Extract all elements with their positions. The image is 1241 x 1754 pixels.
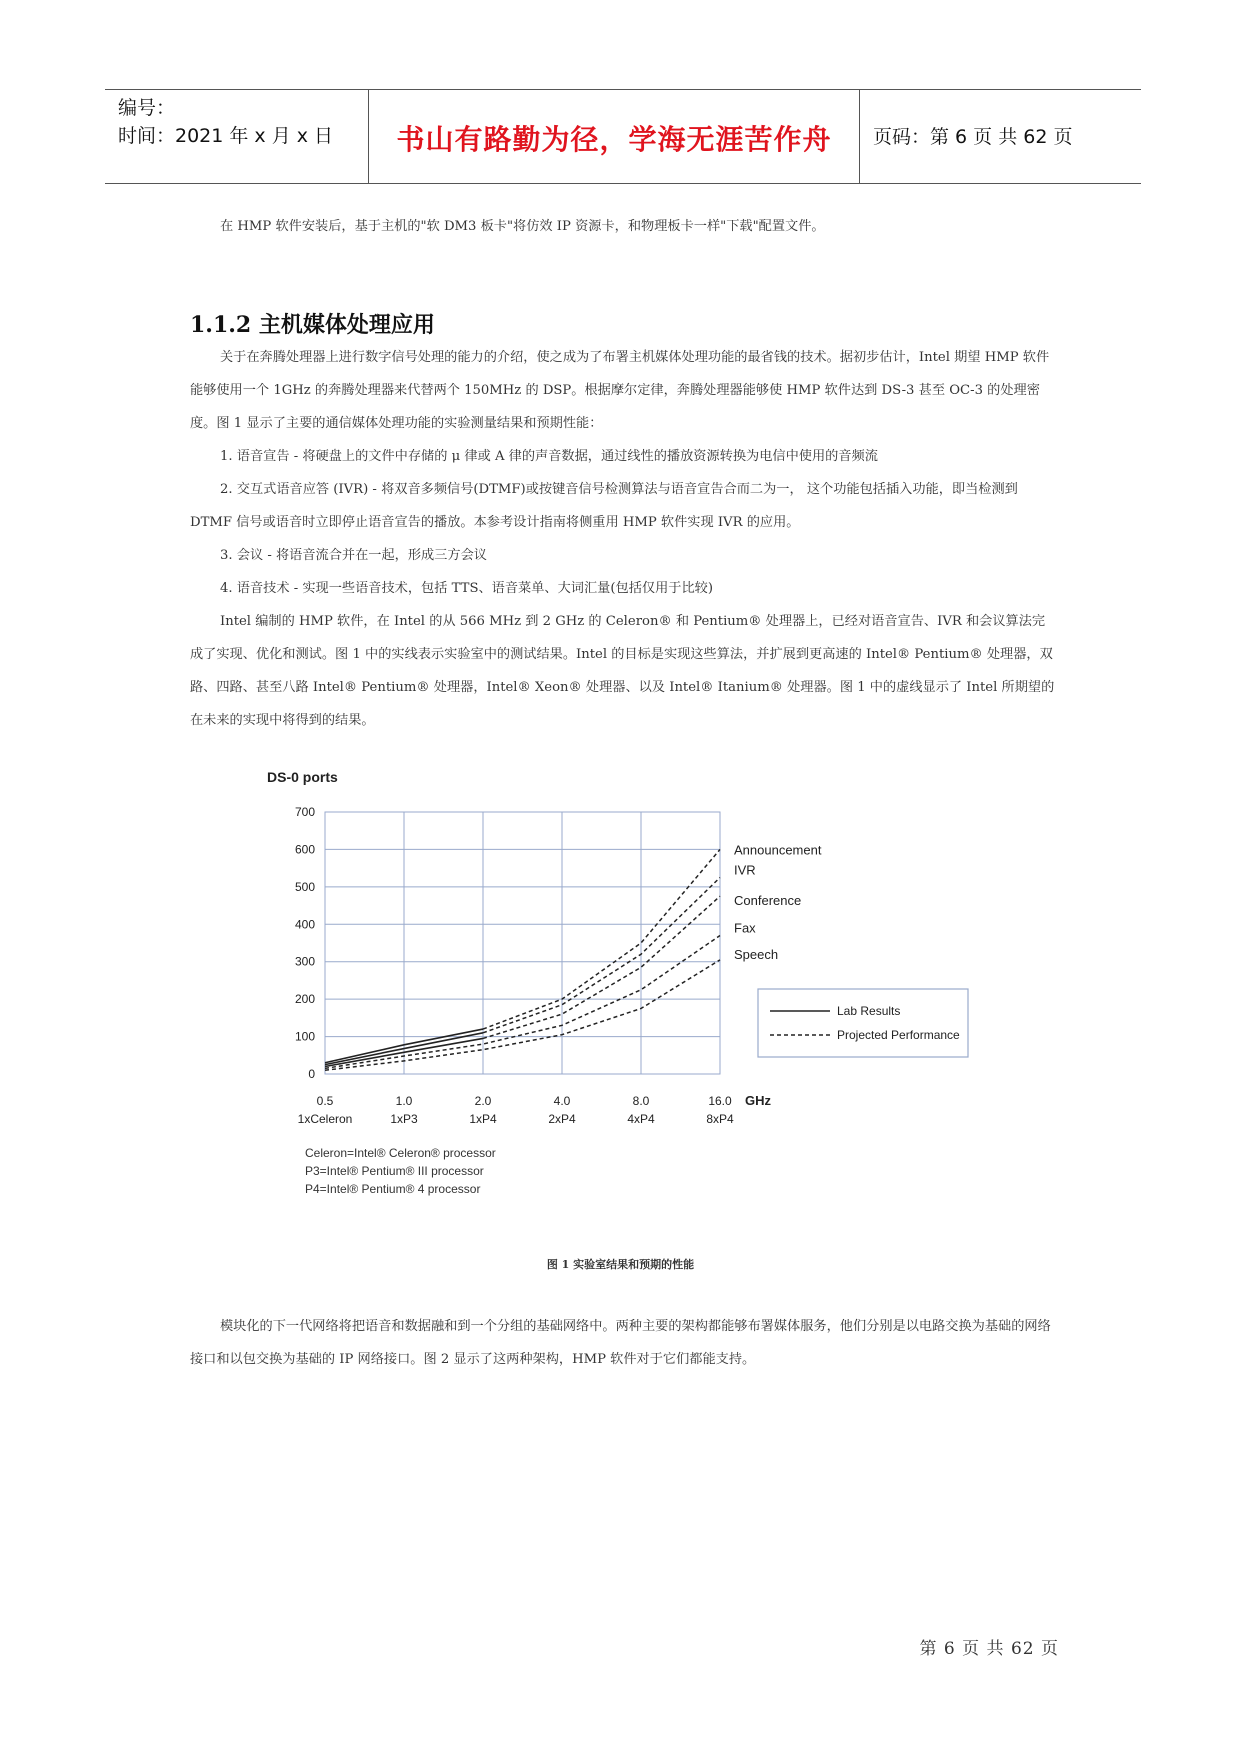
chart-note: P3=Intel® Pentium® III processor [305,1164,484,1178]
projected-line [483,878,720,1033]
list-item: 1. 语音宣告 - 将硬盘上的文件中存储的 μ 律或 A 律的声音数据，通过线性的播放资源转换为电信中使用的音频流 [220,449,878,464]
intro-paragraph: 在 HMP 软件安装后，基于主机的"软 DM3 板卡"将仿效 IP 资源卡，和物理板卡一样"下载"配置文件。 [220,219,825,234]
y-tick-label: 0 [308,1067,315,1081]
x-ticks [298,1094,734,1126]
x-tick-label: 8.0 [632,1094,650,1108]
list-item: 4. 语音技术 - 实现一些语音技术，包括 TTS、语音菜单、大词汇量(包括仅用于比较) [220,581,713,596]
y-tick-label: 400 [294,917,315,932]
legend-projected: Projected Performance [837,1028,960,1042]
chart-lines [325,849,720,1070]
x-tick-sublabel: 1xP3 [390,1112,418,1126]
series-label: Fax [734,920,756,936]
x-tick-label: 2.0 [474,1094,492,1108]
y-tick-label: 700 [294,805,315,819]
list-item: 3. 会议 - 将语音流合并在一起，形成三方会议 [220,548,487,563]
projected-line [483,896,720,1038]
y-tick-label: 100 [294,1029,315,1044]
chart-note: Celeron=Intel® Celeron® processor [305,1146,496,1160]
series-labels [734,842,822,961]
page-footer: 第 6 页 共 62 页 [919,1639,1059,1659]
time-label: 时间：2021 年 x 月 x 日 [118,125,334,147]
y-tick-label: 500 [294,879,315,894]
chart-note: P4=Intel® Pentium® 4 processor [305,1182,481,1196]
plot-frame [325,812,720,1074]
series-label: Speech [734,946,779,962]
chart-notes [305,1146,496,1196]
list-item: 2. 交互式语音应答 (IVR) - 将双音多频信号(DTMF)或按键音信号检测算法与语音宣告合而二为一， 这个功能包括插入功能，即当检测到 DTMF 信号或语音时立即停止语音宣告的播放。本参考设计指南将侧重用 HMP 软件实现 IVR 的应用。 [190,482,1018,530]
x-tick-label: 16.0 [708,1094,732,1108]
performance-chart [255,762,995,1222]
series-label: Conference [734,893,802,909]
paragraph-3: 模块化的下一代网络将把语音和数据融和到一个分组的基础网络中。两种主要的架构都能够布署媒体服务，他们分别是以电路交换为基础的网络接口和以包交换为基础的 IP 网络接口。图 2 显示了这两种架构，HMP 软件对于它们都能支持。 [190,1319,1051,1367]
x-tick-sublabel: 1xCeleron [297,1112,353,1126]
projected-line [483,849,720,1029]
series-label: IVR [734,862,756,878]
x-tick-sublabel: 8xP4 [706,1112,734,1126]
y-tick-label: 600 [294,842,315,857]
x-axis-label: GHz [745,1093,771,1108]
paragraph-1: 关于在奔腾处理器上进行数字信号处理的能力的介绍，使之成为了布署主机媒体处理功能的最省钱的技术。据初步估计，Intel 期望 HMP 软件能够使用一个 1GHz 的奔腾处理器来代替两个 150MHz 的 DSP。根据摩尔定律，奔腾处理器能够使 HMP 软件达到 DS-3 甚至 OC-3 的处理密度。图 1 显示了主要的通信媒体处理功能的实验测量结果和预期性能： [190,350,1050,431]
y-axis-label: DS-0 ports [267,769,338,785]
y-ticks [295,805,315,1081]
header-meta [118,94,333,150]
figure-caption: 图 1 实验室结果和预期的性能 [546,1258,695,1271]
series-label: Announcement [734,842,822,858]
y-tick-label: 200 [294,992,315,1007]
header-page-label: 页码：第 6 页 共 62 页 [873,126,1073,148]
x-tick-sublabel: 2xP4 [548,1112,576,1126]
number-label: 编号： [118,97,176,119]
chart-grid [325,812,720,1074]
x-tick-sublabel: 1xP4 [469,1112,497,1126]
x-tick-label: 0.5 [316,1094,334,1108]
legend-box [758,989,968,1057]
page-header [105,89,1141,184]
figure-1 [255,762,995,1226]
x-tick-label: 1.0 [395,1094,413,1108]
header-divider [859,90,860,183]
projected-line [325,936,720,1069]
chart-legend [758,989,968,1057]
header-motto: 书山有路勤为径，学海无涯苦作舟 [396,123,832,156]
legend-lab-results: Lab Results [837,1004,901,1018]
section-title: 1.1.2 主机媒体处理应用 [190,312,435,338]
paragraph-2: Intel 编制的 HMP 软件，在 Intel 的从 566 MHz 到 2 GHz 的 Celeron® 和 Pentium® 处理器上，已经对语音宣告、IVR 和会议算法完成了实现、优化和测试。图 1 中的实线表示实验室中的测试结果。Intel 的目标是实现这些算法，并扩展到更高速的 Intel® Pentium® 处理器，双路、四路、甚至八路 Intel® Pentium® 处理器，Intel® Xeon® 处理器、以及 Intel® Itanium® 处理器。图 1 中的虚线显示了 Intel 所期望的在未来的实现中将得到的结果。 [190,614,1055,728]
x-tick-sublabel: 4xP4 [627,1112,655,1126]
x-tick-label: 4.0 [553,1094,571,1108]
y-tick-label: 300 [294,954,315,969]
